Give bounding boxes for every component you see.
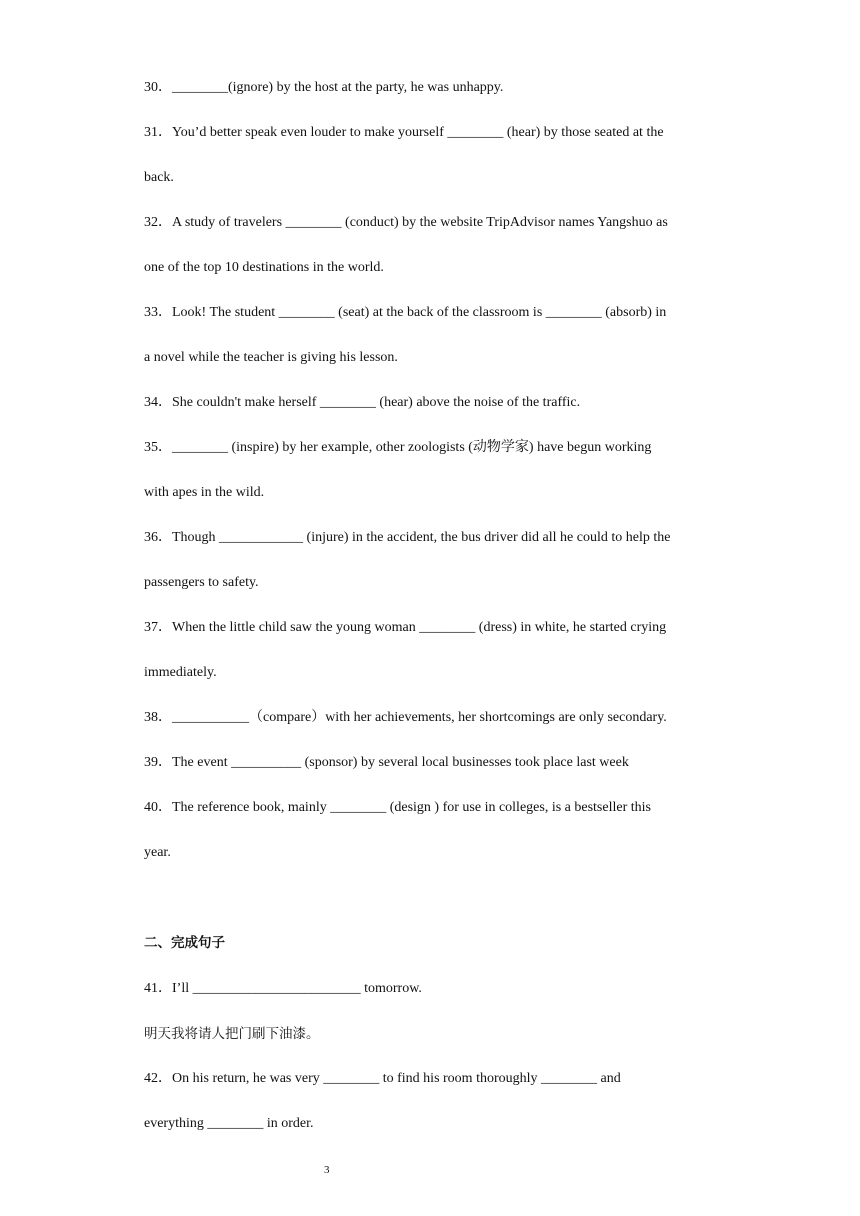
- question-40: 40．The reference book, mainly ________ (design ) for use in colleges, is a bestseller this: [144, 800, 651, 815]
- question-30: 30．________(ignore) by the host at the party, he was unhappy.: [144, 80, 504, 95]
- question-39: 39．The event __________ (sponsor) by several local businesses took place last week: [144, 755, 629, 770]
- question-41-chinese: 明天我将请人把门刷下油漆。: [144, 1026, 320, 1042]
- question-37-cont: immediately.: [144, 665, 217, 680]
- question-40-cont: year.: [144, 845, 171, 860]
- question-35-cont: with apes in the wild.: [144, 485, 265, 500]
- question-32: 32．A study of travelers ________ (conduct) by the website TripAdvisor names Yangshuo as: [144, 215, 668, 230]
- page-number: 3: [324, 1164, 330, 1176]
- question-42-cont: everything ________ in order.: [144, 1116, 314, 1131]
- section-title: 二、完成句子: [144, 935, 225, 951]
- question-38: 38．___________（compare）with her achievements, her shortcomings are only secondary.: [144, 710, 667, 725]
- question-32-cont: one of the top 10 destinations in the world.: [144, 260, 384, 275]
- question-36-cont: passengers to safety.: [144, 575, 259, 590]
- question-31-cont: back.: [144, 170, 174, 185]
- question-42: 42．On his return, he was very ________ to find his room thoroughly ________ and: [144, 1071, 621, 1086]
- question-36: 36．Though ____________ (injure) in the accident, the bus driver did all he could to help the: [144, 530, 671, 545]
- question-41: 41．I’ll ________________________ tomorrow.: [144, 981, 422, 996]
- question-33: 33．Look! The student ________ (seat) at the back of the classroom is ________ (absorb) in: [144, 305, 667, 320]
- question-31: 31．You’d better speak even louder to make yourself ________ (hear) by those seated at the: [144, 125, 664, 140]
- question-35: 35．________ (inspire) by her example, other zoologists (动物学家) have begun working: [144, 440, 652, 455]
- question-34: 34．She couldn't make herself ________ (hear) above the noise of the traffic.: [144, 395, 581, 410]
- question-37: 37．When the little child saw the young woman ________ (dress) in white, he started crying: [144, 620, 667, 635]
- question-33-cont: a novel while the teacher is giving his lesson.: [144, 350, 398, 365]
